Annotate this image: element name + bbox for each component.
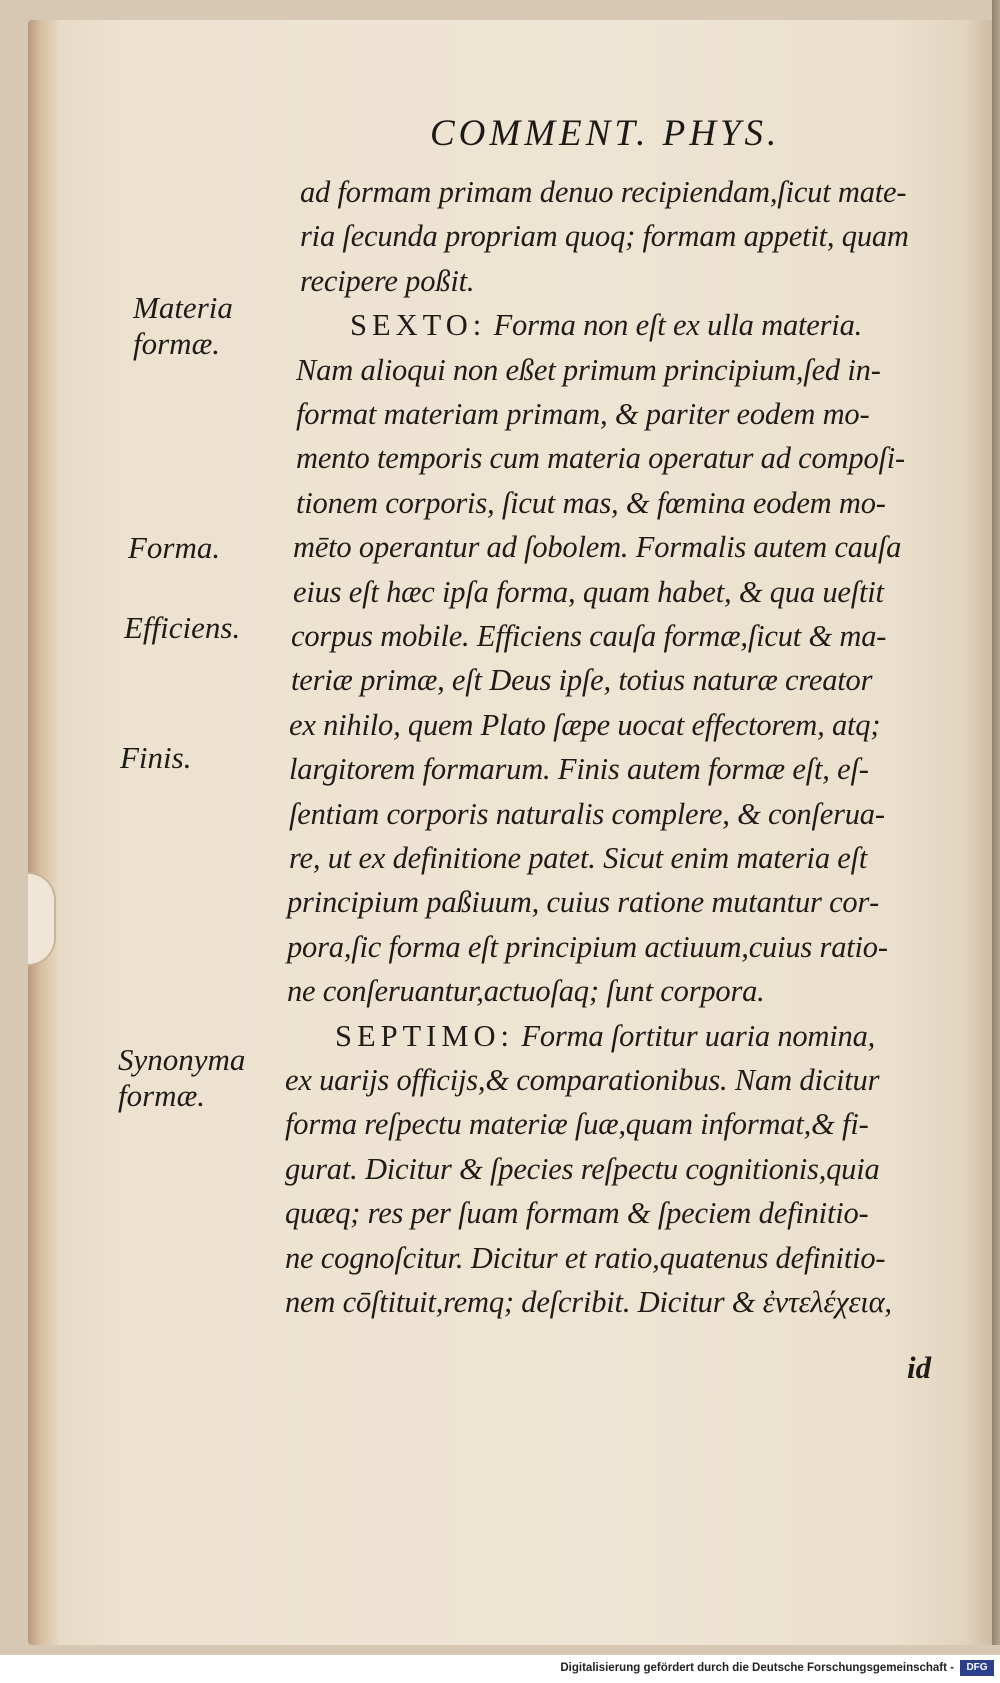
line-text: nem cōſtituit,remq; deſcribit. Dicitur & ἐντελέχεια,: [285, 1285, 892, 1319]
line-text: format materiam primam, & pariter eodem mo‑: [296, 397, 870, 431]
margin-note-line: Materia: [133, 290, 233, 325]
line-text: re, ut ex definitione patet. Sicut enim materia eſt: [289, 841, 868, 875]
line-text: ria ſecunda propriam quoq; formam appetit, quam: [300, 219, 909, 253]
text-line: [285, 1154, 880, 1185]
text-line: [289, 754, 869, 785]
text-line: [293, 532, 901, 563]
text-line: [300, 266, 474, 297]
text-line: [289, 710, 880, 741]
text-line: [287, 932, 888, 963]
margin-note-line: Forma.: [128, 530, 221, 565]
running-title: COMMENT. PHYS.: [430, 113, 781, 154]
catchword: id: [907, 1350, 932, 1385]
margin-note-forma: [128, 530, 220, 566]
section-lead: SEXTO:: [350, 308, 487, 342]
text-line: [285, 1243, 885, 1274]
book-page: [28, 20, 993, 1645]
line-text: eius eſt hæc ipſa forma, quam habet, & qua ueſtit: [293, 575, 884, 609]
line-text: Forma ſortitur uaria nomina,: [513, 1019, 876, 1053]
book-fore-edge: [992, 0, 1000, 1645]
line-text: ad formam primam denuo recipiendam,ſicut mate‑: [300, 175, 907, 209]
dfg-logo-icon: DFG: [960, 1660, 994, 1676]
line-text: corpus mobile. Efficiens cauſa formæ,ſicut & ma‑: [291, 619, 887, 653]
text-line: [300, 177, 906, 208]
margin-note-synonyma: [118, 1042, 245, 1113]
text-line: [285, 1287, 892, 1318]
text-line: [287, 887, 879, 918]
text-line: [350, 310, 862, 341]
text-line: [289, 799, 885, 830]
page-clasp-mark: [28, 872, 56, 966]
text-line: [293, 577, 884, 608]
text-line: [296, 443, 905, 474]
text-line: [291, 621, 886, 652]
line-text: Nam alioqui non eßet primum principium,ſed in‑: [296, 353, 881, 387]
margin-note-line: Synonyma: [118, 1042, 246, 1077]
margin-note-line: Efficiens.: [124, 610, 241, 645]
line-text: ne cognoſcitur. Dicitur et ratio,quatenus definitio‑: [285, 1241, 886, 1275]
line-text: mento temporis cum materia operatur ad compoſi‑: [296, 441, 905, 475]
text-line: [291, 665, 872, 696]
line-text: teriæ primæ, eſt Deus ipſe, totius naturæ creator: [291, 663, 873, 697]
line-text: pora,ſic forma eſt principium actiuum,cuius ratio‑: [287, 930, 888, 964]
margin-note-line: formæ.: [118, 1077, 205, 1113]
line-text: gurat. Dicitur & ſpecies reſpectu cognitionis,quia: [285, 1152, 880, 1186]
text-line: [296, 355, 881, 386]
footer-bar: [0, 1655, 1000, 1683]
line-text: ex nihilo, quem Plato ſæpe uocat effectorem, atq;: [289, 708, 881, 742]
line-text: Forma non eſt ex ulla materia.: [486, 308, 863, 342]
page-gutter: [28, 20, 58, 1645]
line-text: recipere poßit.: [300, 264, 475, 298]
line-text: ne conſeruantur,actuoſaq; ſunt corpora.: [287, 974, 765, 1008]
line-text: largitorem formarum. Finis autem formæ eſt, eſ‑: [289, 752, 869, 786]
margin-note-materia: [133, 290, 233, 361]
line-text: tionem corporis, ſicut mas, & fœmina eodem mo‑: [296, 486, 886, 520]
line-text: forma reſpectu materiæ ſuæ,quam informat,& fi‑: [285, 1107, 869, 1141]
text-line: [300, 221, 909, 252]
footer-credit: Digitalisierung gefördert durch die Deutsche Forschungsgemeinschaft -: [560, 1662, 954, 1674]
line-text: quæq; res per ſuam formam & ſpeciem definitio‑: [285, 1196, 869, 1230]
text-line: [285, 1109, 869, 1140]
line-text: principium paßiuum, cuius ratione mutantur cor‑: [287, 885, 880, 919]
line-text: mēto operantur ad ſobolem. Formalis autem cauſa: [293, 530, 902, 564]
text-line: [296, 488, 886, 519]
text-line: [285, 1065, 879, 1096]
section-lead: SEPTIMO:: [335, 1019, 514, 1053]
margin-note-line: Finis.: [120, 740, 192, 775]
text-line: [296, 399, 869, 430]
line-text: ex uarijs officijs,& comparationibus. Nam dicitur: [285, 1063, 880, 1097]
line-text: ſentiam corporis naturalis complere, & conſerua‑: [289, 797, 885, 831]
text-line: [335, 1021, 875, 1052]
margin-note-efficiens: [124, 610, 240, 646]
text-line: [287, 976, 765, 1007]
text-line: [285, 1198, 869, 1229]
margin-note-finis: [120, 740, 191, 776]
text-line: [289, 843, 867, 874]
margin-note-line: formæ.: [133, 325, 220, 361]
